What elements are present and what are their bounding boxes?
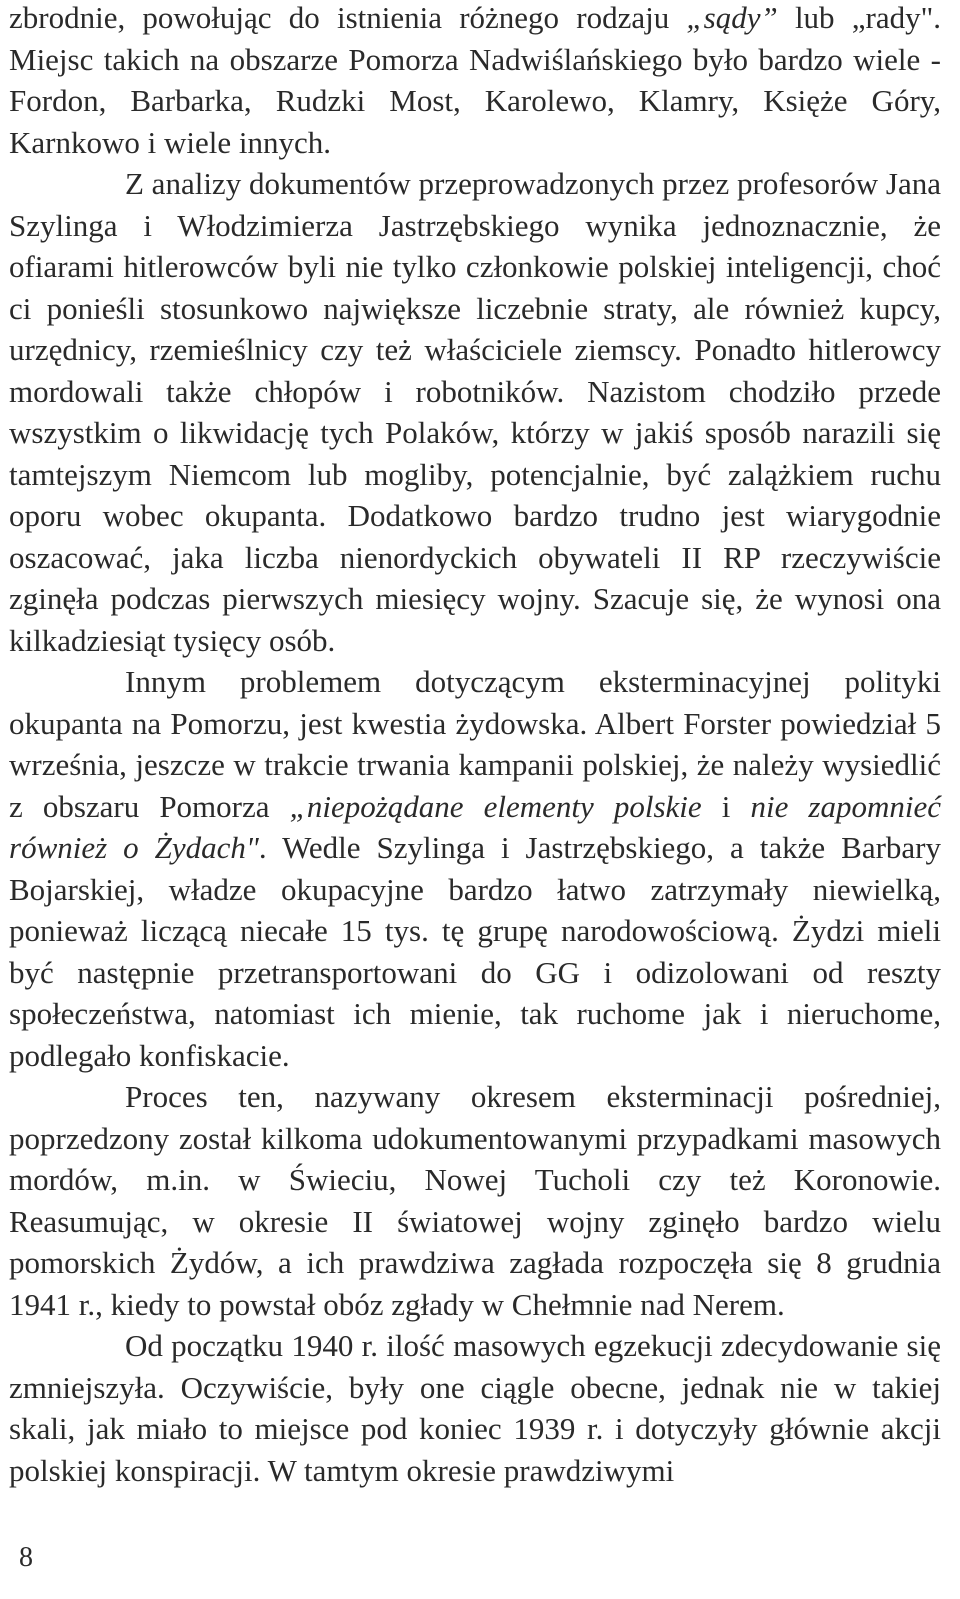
text-run: . Wedle Szylinga i Jastrzębskiego, a także Barbary Bojarskiej, władze okupacyjne bardzo łatwo zatrzymały niewielką, ponieważ liczącą niecałe 15 tys. tę grupę narodowościową. Żydzi mieli być następnie przetransportowani do GG i odizolowani od reszty społeczeństwa, natomiast ich mienie, tak ruchome jak i nieruchome, podlegało konfiskacie. (9, 830, 941, 1073)
page-number: 8 (19, 1542, 33, 1573)
paragraph-5 (9, 1325, 941, 1491)
text-run: Z analizy dokumentów przeprowadzonych przez profesorów Jana Szylinga i Włodzimierza Jastrzębskiego wynika jednoznacznie, że ofiarami hitlerowców byli nie tylko członkowie polskiej inteligencji, choć ci ponieśli stosunkowo największe liczebnie straty, ale również kupcy, urzędnicy, rzemieślnicy czy też właściciele ziemscy. Ponadto hitlerowcy mordowali także chłopów i robotników. Nazistom chodziło przede wszystkim o likwidację tych Polaków, którzy w jakiś sposób narazili się tamtejszym Niemcom lub mogliby, potencjalnie, być zalążkiem ruchu oporu wobec okupanta. Dodatkowo bardzo trudno jest wiarygodnie oszacować, jaka liczba nienordyckich obywateli II RP rzeczywiście zginęła podczas pierwszych miesięcy wojny. Szacuje się, że wynosi ona kilkadziesiąt tysięcy osób. (9, 166, 942, 658)
body-text (9, 0, 941, 1491)
paragraph-3 (9, 661, 941, 1076)
text-run-italic: „sądy” (686, 0, 778, 35)
paragraph-4 (9, 1076, 941, 1325)
text-run: Innym problemem dotyczącym eksterminacyjnej polityki okupanta na Pomorzu, jest kwestia żydowska. Albert Forster powiedział 5 września, jeszcze w trakcie trwania kampanii polskiej, że należy wysiedlić z obszaru Pomorza (9, 664, 941, 824)
text-run: zbrodnie, powołując do istnienia różnego rodzaju (9, 0, 687, 35)
paragraph-2 (9, 163, 941, 661)
paragraph-1 (9, 0, 941, 163)
text-run-italic: nie zapomnieć również o Żydach" (9, 788, 941, 865)
text-run-italic: „niepożądane elementy polskie (289, 788, 702, 824)
text-run: lub „rady". Miejsc takich na obszarze Pomorza Nadwiślańskiego było bardzo wiele - Fordon, Barbarka, Rudzki Most, Karolewo, Klamry, Księże Góry, Karnkowo i wiele innych. (9, 0, 942, 160)
text-run: Proces ten, nazywany okresem eksterminacji pośredniej, poprzedzony został kilkoma udokumentowanymi przypadkami masowych mordów, m.in. w Świeciu, Nowej Tucholi czy też Koronowie. Reasumując, w okresie II światowej wojny zginęło bardzo wielu pomorskich Żydów, a ich prawdziwa zagłada rozpoczęła się 8 grudnia 1941 r., kiedy to powstał obóz zgłady w Chełmnie nad Nerem. (9, 1079, 941, 1322)
text-run: i (701, 788, 751, 824)
text-run: Od początku 1940 r. ilość masowych egzekucji zdecydowanie się zmniejszyła. Oczywiście, były one ciągle obecne, jednak nie w takiej skali, jak miało to miejsce pod koniec 1939 r. i dotyczyły głównie akcji polskiej konspiracji. W tamtym okresie prawdziwymi (9, 1328, 941, 1488)
